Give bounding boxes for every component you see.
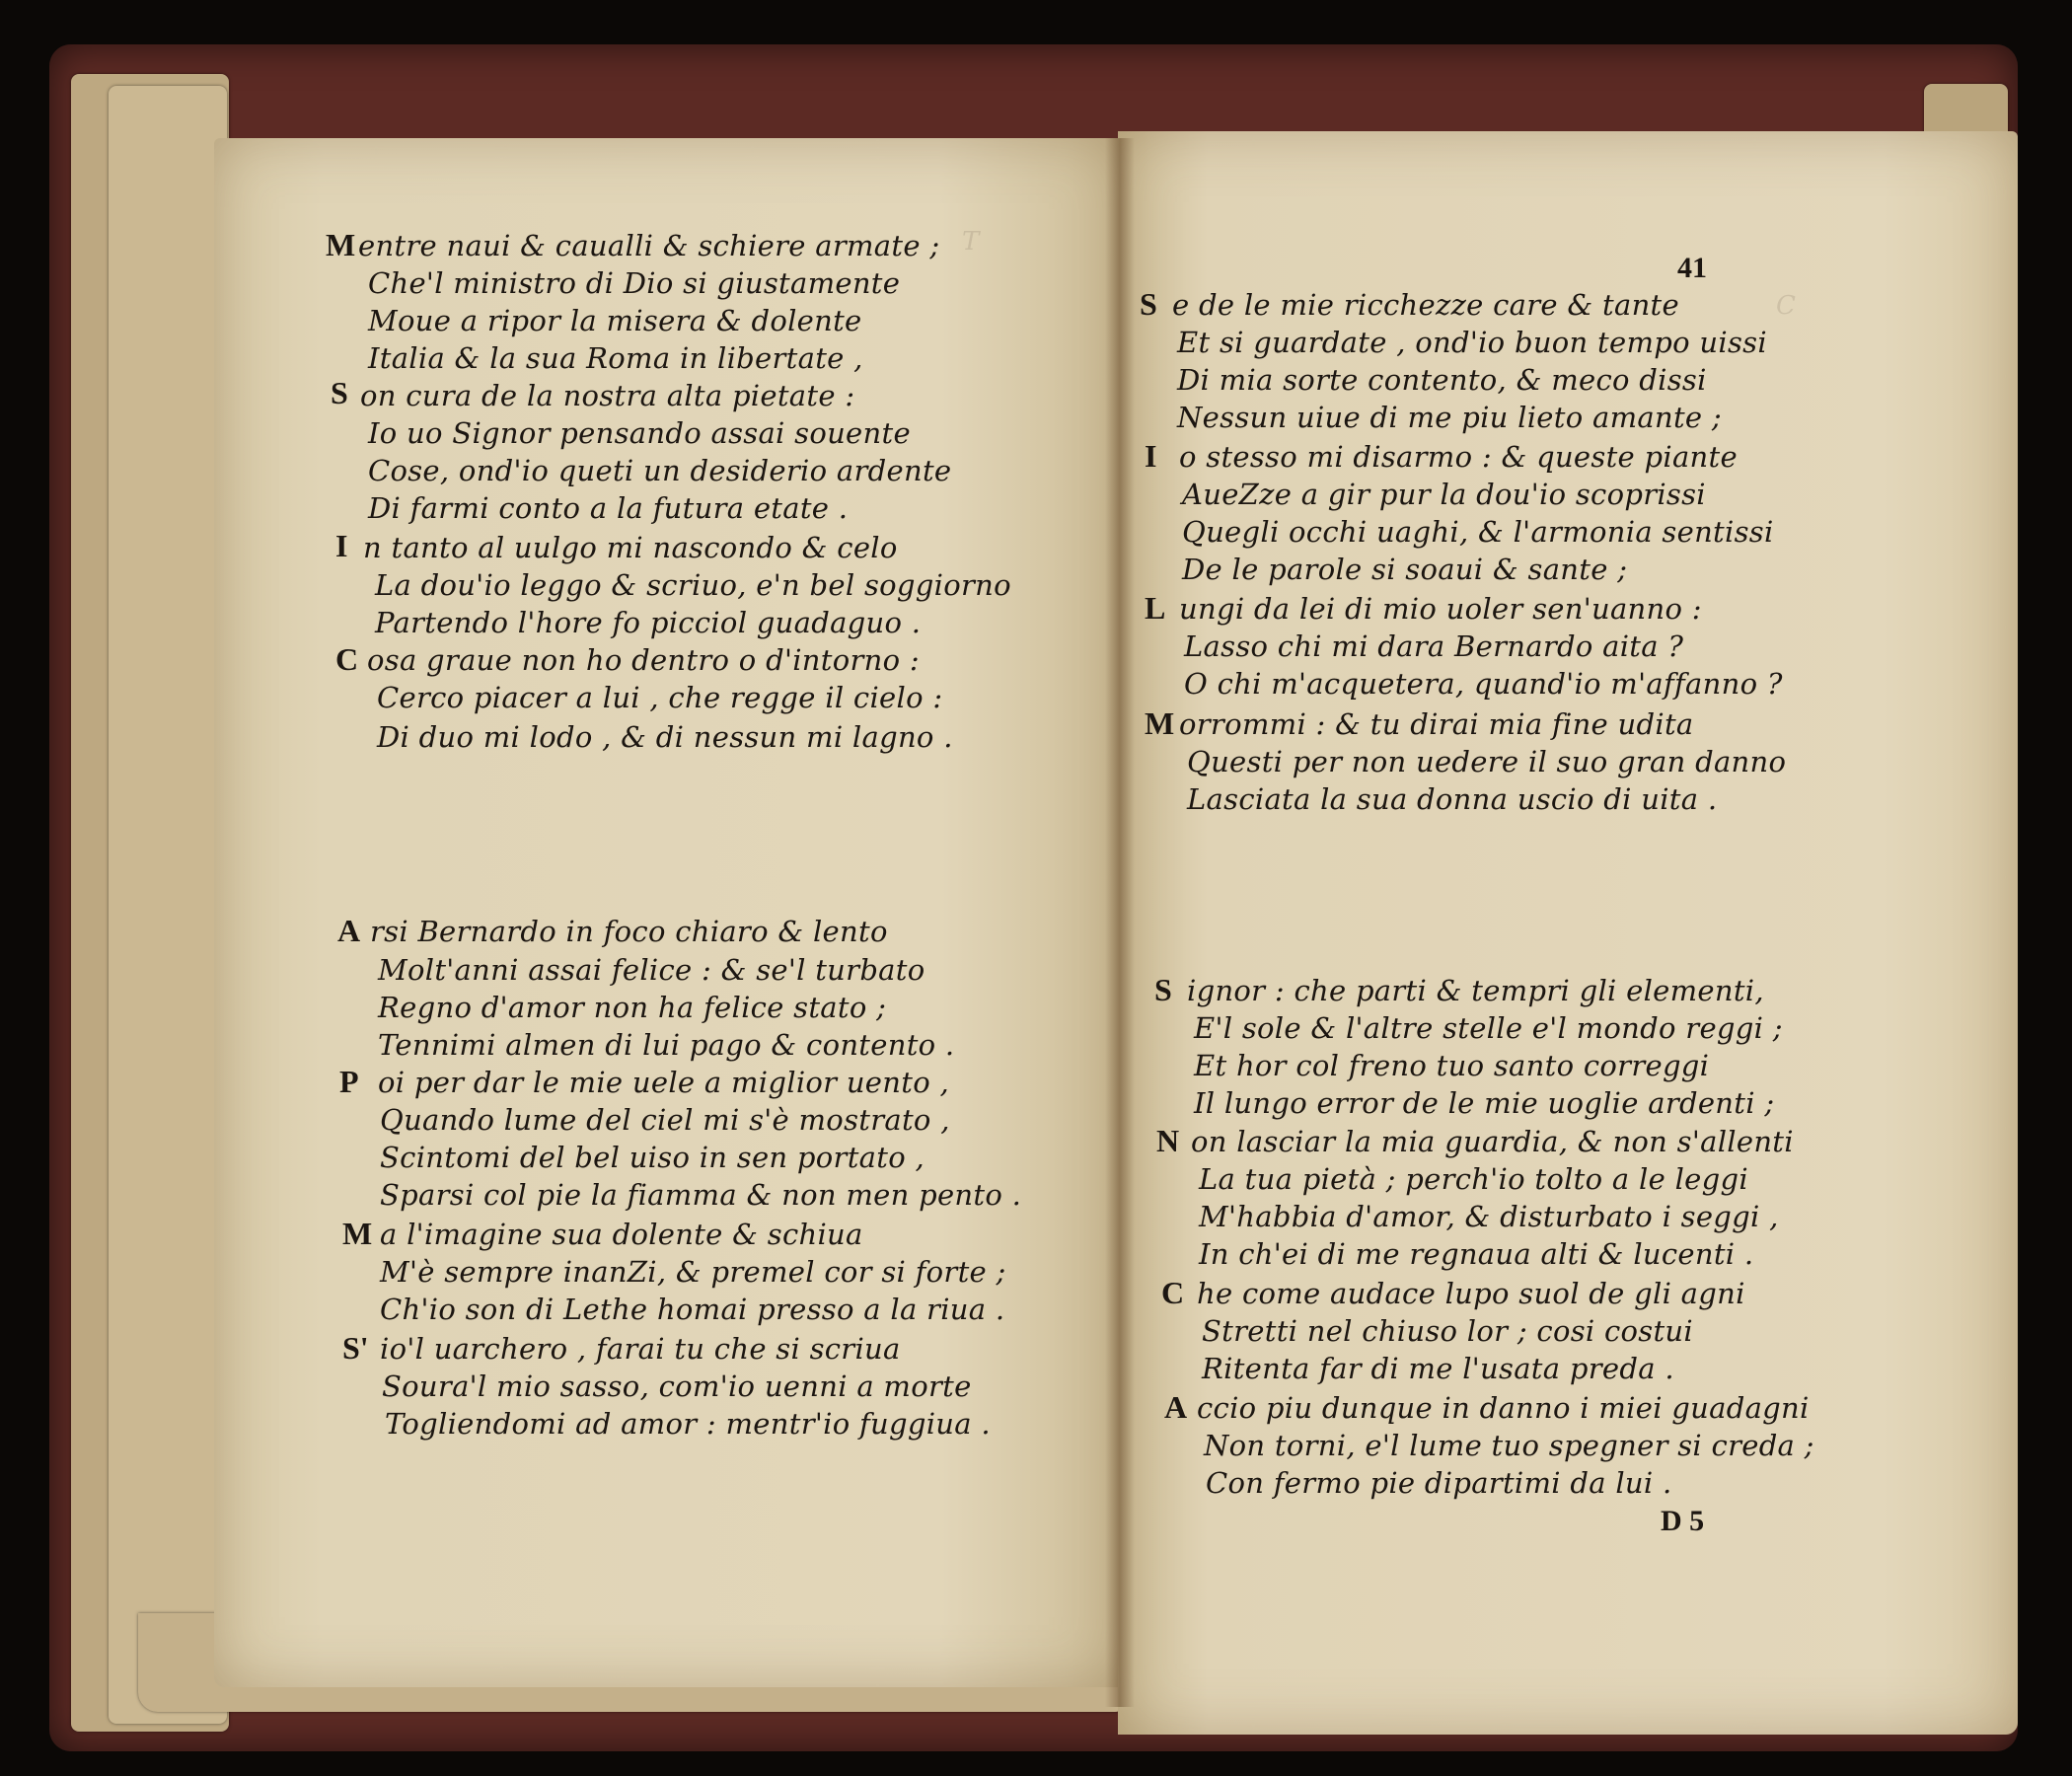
book-binding (49, 44, 2018, 1751)
verse-line: Togliendomi ad amor : mentr'io fuggiua . (385, 1407, 991, 1441)
verse-line: oi per dar le mie uele a miglior uento , (378, 1066, 950, 1099)
verse-line: Moue a ripor la misera & dolente (368, 304, 862, 337)
drop-initial: I (1145, 438, 1157, 474)
verse-line: Non torni, e'l lume tuo spegner si creda ; (1204, 1429, 1814, 1462)
verse-line: Scintomi del bel uiso in sen portato , (380, 1141, 925, 1174)
verse-line: Tennimi almen di lui pago & contento . (378, 1028, 955, 1062)
drop-initial: S (1140, 286, 1157, 322)
verse-line: Italia & la sua Roma in libertate , (368, 341, 863, 375)
verse-line: o stesso mi disarmo : & queste piante (1179, 440, 1738, 474)
verse-line: entre naui & caualli & schiere armate ; (358, 229, 940, 262)
verse-line: Quegli occhi uaghi, & l'armonia sentissi (1182, 515, 1774, 549)
verse-line: ignor : che parti & tempri gli elementi, (1187, 974, 1764, 1007)
drop-initial: M (342, 1216, 373, 1251)
drop-initial: A (1164, 1389, 1188, 1425)
verse-line: Io uo Signor pensando assai souente (368, 416, 911, 450)
verse-line: a l'imagine sua dolente & schiua (380, 1218, 863, 1251)
verse-line: AueZze a gir pur la dou'io scoprissi (1182, 478, 1706, 511)
verse-line: Regno d'amor non ha felice stato ; (378, 991, 887, 1024)
verse-line: Lasso chi mi dara Bernardo aita ? (1184, 629, 1684, 663)
drop-initial: S (1154, 972, 1172, 1007)
verse-line: M'è sempre inanZi, & premel cor si forte ; (380, 1255, 1006, 1289)
verse-line: ccio piu dunque in danno i miei guadagni (1197, 1391, 1810, 1425)
drop-initial: A (337, 913, 361, 948)
verse-line: Di farmi conto a la futura etate . (368, 491, 849, 525)
verse-line: Cose, ond'io queti un desiderio ardente (368, 454, 952, 487)
verse-line: he come audace lupo suol de gli agni (1197, 1277, 1745, 1310)
verse-line: Ch'io son di Lethe homai presso a la riua . (380, 1293, 1005, 1326)
verse-line: Che'l ministro di Dio si giustamente (368, 266, 901, 300)
verse-line: Nessun uiue di me piu lieto amante ; (1177, 401, 1722, 434)
verse-line: La tua pietà ; perch'io tolto a le leggi (1199, 1162, 1748, 1196)
verse-line: on cura de la nostra alta pietate : (360, 379, 855, 412)
verse-line: Quando lume del ciel mi s'è mostrato , (380, 1103, 950, 1137)
drop-initial: S' (342, 1330, 369, 1366)
verse-line: Ritenta far di me l'usata preda . (1202, 1352, 1674, 1385)
verse-line: Questi per non uedere il suo gran danno (1187, 745, 1787, 778)
verse-line: De le parole si soaui & sante ; (1182, 553, 1628, 586)
verse-line: io'l uarchero , farai tu che si scriua (380, 1332, 901, 1366)
verse-line: E'l sole & l'altre stelle e'l mondo reggi ; (1194, 1011, 1783, 1045)
verse-line: Con fermo pie dipartimi da lui . (1206, 1466, 1672, 1500)
drop-initial: C (335, 641, 359, 677)
page-number: 41 (1677, 252, 1707, 284)
verse-line: O chi m'acquetera, quand'io m'affanno ? (1184, 667, 1783, 701)
verse-line: Et hor col freno tuo santo correggi (1194, 1049, 1710, 1082)
drop-initial: P (339, 1064, 359, 1099)
drop-initial: M (326, 227, 356, 262)
verse-line: n tanto al uulgo mi nascondo & celo (363, 531, 898, 564)
verse-line: osa graue non ho dentro o d'intorno : (367, 643, 920, 677)
signature-mark: D 5 (1661, 1505, 1705, 1537)
verse-line: on lasciar la mia guardia, & non s'allenti (1191, 1125, 1794, 1158)
drop-initial: L (1145, 590, 1166, 626)
verse-line: Lasciata la sua donna uscio di uita . (1187, 782, 1718, 816)
verse-line: Di duo mi lodo , & di nessun mi lagno . (377, 720, 953, 754)
drop-initial: M (1145, 705, 1175, 741)
verse-line: e de le mie ricchezze care & tante (1172, 288, 1679, 322)
verse-line: Molt'anni assai felice : & se'l turbato (378, 953, 925, 987)
verse-line: Stretti nel chiuso lor ; cosi costui (1202, 1314, 1693, 1348)
drop-initial: C (1161, 1275, 1185, 1310)
verse-line: Sparsi col pie la fiamma & non men pento . (380, 1178, 1022, 1212)
drop-initial: I (335, 528, 348, 563)
verse-line: Il lungo error de le mie uoglie ardenti ; (1194, 1086, 1775, 1120)
verse-line: Et si guardate , ond'io buon tempo uissi (1177, 326, 1767, 359)
verse-line: La dou'io leggo & scriuo, e'n bel soggiorno (375, 568, 1011, 602)
verse-line: Soura'l mio sasso, com'io uenni a morte (382, 1369, 972, 1403)
page-edges-left-inner (109, 86, 227, 1724)
verse-line: rsi Bernardo in foco chiaro & lento (370, 915, 888, 948)
bleedthrough-text: C (1776, 291, 1796, 321)
verse-line: orrommi : & tu dirai mia fine udita (1179, 707, 1694, 741)
verse-line: In ch'ei di me regnaua alti & lucenti . (1199, 1237, 1754, 1271)
drop-initial: N (1156, 1123, 1180, 1158)
verse-line: Partendo l'hore fo picciol guadaguo . (375, 606, 922, 639)
verse-line: ungi da lei di mio uoler sen'uanno : (1179, 592, 1702, 626)
verse-line: Cerco piacer a lui , che regge il cielo : (377, 681, 943, 714)
gutter (1105, 138, 1135, 1707)
verse-line: Di mia sorte contento, & meco dissi (1177, 363, 1707, 397)
bleedthrough-text: T (962, 227, 980, 257)
drop-initial: S (331, 375, 348, 410)
verse-line: M'habbia d'amor, & disturbato i seggi , (1199, 1200, 1779, 1233)
